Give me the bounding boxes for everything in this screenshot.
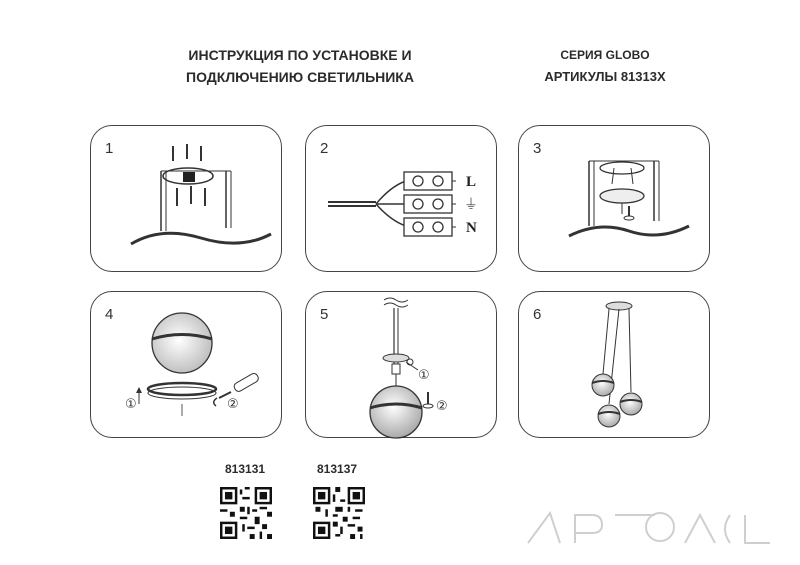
article-code-2: 813137	[317, 462, 358, 476]
terminal-label-n: N	[466, 220, 477, 236]
finished-pendant-illustration	[519, 292, 711, 439]
ceiling-mount-illustration	[91, 126, 283, 273]
step-number: 5	[320, 306, 329, 323]
series-name: СЕРИЯ GLOBO	[560, 48, 650, 62]
step-panel-6	[518, 291, 710, 438]
step-number: 6	[533, 306, 542, 323]
step-number: 1	[105, 140, 114, 157]
step-panel-5	[305, 291, 497, 438]
ground-icon: ⏚	[464, 197, 478, 213]
canopy-attach-illustration	[519, 126, 711, 273]
qr-code-icon[interactable]	[313, 487, 365, 539]
step-number: 2	[320, 140, 329, 157]
title-line-2: ПОДКЛЮЧЕНИЮ СВЕТИЛЬНИКА	[186, 69, 414, 85]
shade-install-illustration	[91, 292, 283, 439]
step-marker-2: ②	[436, 399, 448, 414]
arte-lamp-logo-icon	[520, 505, 780, 550]
step-number: 3	[533, 140, 542, 157]
terminal-label-l: L	[466, 174, 477, 190]
series-block	[530, 44, 680, 88]
screwdriver-icon	[219, 372, 260, 398]
step-marker-1: ①	[125, 397, 137, 412]
step-number: 4	[105, 306, 114, 323]
article-code-1: 813131	[225, 462, 266, 476]
step-marker-2: ②	[227, 397, 239, 412]
article-numbers: АРТИКУЛЫ 81313X	[544, 69, 666, 84]
step-panel-1	[90, 125, 282, 272]
cable-adjust-illustration	[306, 292, 498, 439]
step-panel-3	[518, 125, 710, 272]
title-line-1: ИНСТРУКЦИЯ ПО УСТАНОВКЕ И	[188, 47, 412, 63]
step-marker-1: ①	[418, 368, 430, 383]
wiring-terminal-illustration	[306, 126, 498, 273]
step-panel-4	[90, 291, 282, 438]
qr-code-icon[interactable]	[220, 487, 272, 539]
step-panel-2	[305, 125, 497, 272]
instruction-title	[150, 44, 450, 88]
